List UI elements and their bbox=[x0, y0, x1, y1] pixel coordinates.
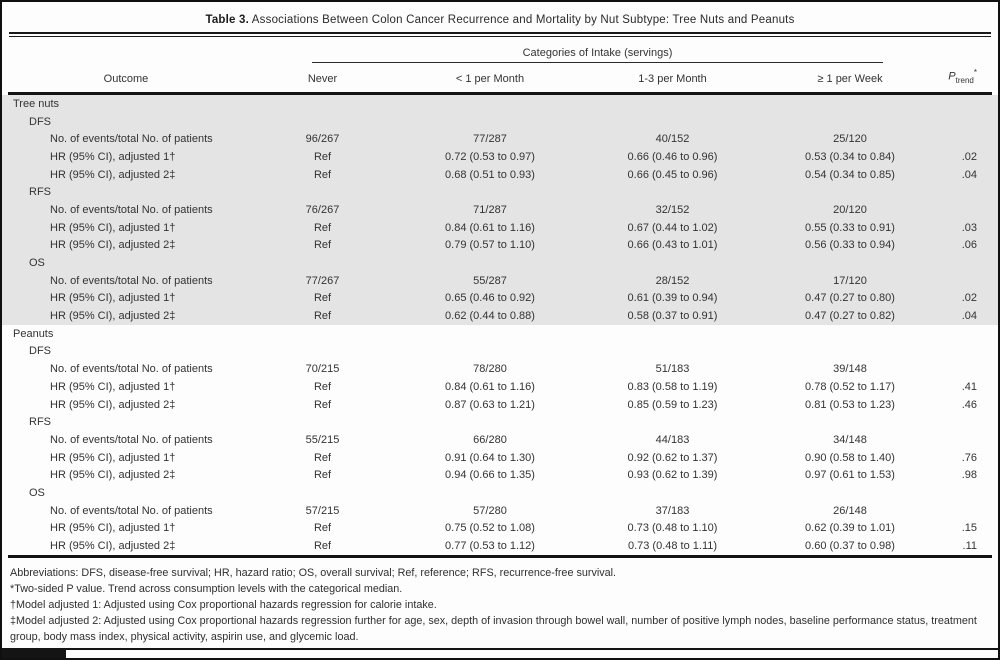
row-label: HR (95% CI), adjusted 1† bbox=[50, 150, 176, 163]
row-p: .76 bbox=[961, 451, 977, 464]
row-value: 0.67 (0.44 to 1.02) bbox=[627, 221, 718, 234]
row-value: 0.79 (0.57 to 1.10) bbox=[445, 239, 535, 252]
row-label: DFS bbox=[29, 345, 51, 358]
row-value: 0.58 (0.37 to 0.91) bbox=[627, 310, 718, 323]
row-value: 0.94 (0.66 to 1.35) bbox=[445, 469, 535, 482]
row-value: 39/148 bbox=[833, 363, 867, 376]
table-row bbox=[2, 502, 998, 520]
row-value: 40/152 bbox=[655, 133, 690, 146]
table-row bbox=[2, 325, 998, 343]
row-value: Ref bbox=[313, 221, 332, 234]
table-row bbox=[2, 413, 998, 431]
row-value: 17/120 bbox=[833, 274, 867, 287]
row-value: 0.62 (0.44 to 0.88) bbox=[445, 310, 535, 323]
row-value: 0.87 (0.63 to 1.21) bbox=[445, 398, 535, 411]
row-value: 0.90 (0.58 to 1.40) bbox=[805, 451, 895, 464]
table-row bbox=[2, 166, 998, 184]
table-row bbox=[2, 396, 998, 414]
row-value: 66/280 bbox=[473, 433, 507, 446]
row-label: DFS bbox=[29, 115, 51, 128]
row-label: No. of events/total No. of patients bbox=[50, 433, 213, 446]
row-value: 0.53 (0.34 to 0.84) bbox=[805, 150, 895, 163]
row-p: .15 bbox=[961, 522, 977, 535]
table-row bbox=[2, 290, 998, 308]
row-label: HR (95% CI), adjusted 1† bbox=[50, 522, 176, 535]
row-label: OS bbox=[29, 257, 45, 270]
row-value: 78/280 bbox=[473, 363, 507, 376]
row-value: 0.78 (0.52 to 1.17) bbox=[805, 380, 895, 393]
col-header-ge1-per-week: ≥ 1 per Week bbox=[817, 73, 883, 85]
table-row bbox=[2, 113, 998, 131]
row-p: .98 bbox=[961, 469, 977, 482]
table-row bbox=[2, 466, 998, 484]
table-row bbox=[2, 254, 998, 272]
row-value: 55/215 bbox=[305, 433, 340, 446]
row-label: No. of events/total No. of patients bbox=[50, 133, 213, 146]
row-value: Ref bbox=[313, 398, 332, 411]
row-value: Ref bbox=[313, 168, 332, 181]
row-value: 20/120 bbox=[833, 203, 867, 216]
table-row bbox=[2, 307, 998, 325]
row-value: 0.55 (0.33 to 0.91) bbox=[805, 221, 895, 234]
row-value: 0.73 (0.48 to 1.10) bbox=[627, 522, 718, 535]
table-row bbox=[2, 201, 998, 219]
table-row bbox=[2, 272, 998, 290]
table-row bbox=[2, 484, 998, 502]
table-number-label: Table 3. bbox=[205, 14, 250, 26]
table-row bbox=[2, 343, 998, 361]
row-value: 0.85 (0.59 to 1.23) bbox=[627, 398, 718, 411]
table-row bbox=[2, 431, 998, 449]
table-row bbox=[2, 183, 998, 201]
row-value: 25/120 bbox=[833, 133, 867, 146]
table-row bbox=[2, 95, 998, 113]
row-value: 0.72 (0.53 to 0.97) bbox=[445, 150, 535, 163]
row-label: HR (95% CI), adjusted 2‡ bbox=[50, 469, 176, 482]
table-row bbox=[2, 148, 998, 166]
row-label: RFS bbox=[29, 416, 51, 429]
row-p: .03 bbox=[961, 221, 977, 234]
footnote-model-2: ‡Model adjusted 2: Adjusted using Cox proportional hazards regression further for age, sex, depth of invasion through bowel wall, number of positive lymph nodes, baseline performance status, treatment group, body mass index, physical activity, aspirin use, and glycemic load. bbox=[10, 614, 977, 643]
row-label: No. of events/total No. of patients bbox=[50, 274, 213, 287]
row-value: Ref bbox=[313, 451, 332, 464]
row-value: Ref bbox=[313, 522, 332, 535]
row-label: HR (95% CI), adjusted 2‡ bbox=[50, 540, 176, 553]
row-value: 70/215 bbox=[305, 363, 340, 376]
row-value: Ref bbox=[313, 540, 332, 553]
row-value: 0.84 (0.61 to 1.16) bbox=[445, 380, 535, 393]
footnote-abbreviations: Abbreviations: DFS, disease-free survival; HR, hazard ratio; OS, overall survival; Ref, reference; RFS, recurrence-free survival. bbox=[10, 566, 617, 579]
row-value: 0.84 (0.61 to 1.16) bbox=[445, 221, 535, 234]
row-value: 0.92 (0.62 to 1.37) bbox=[627, 451, 718, 464]
row-value: 96/267 bbox=[305, 133, 340, 146]
row-value: 0.91 (0.64 to 1.30) bbox=[445, 451, 535, 464]
row-value: 51/183 bbox=[655, 363, 690, 376]
bottom-rule bbox=[2, 648, 998, 650]
row-value: Ref bbox=[313, 150, 332, 163]
footnotes bbox=[10, 565, 990, 645]
row-p: .11 bbox=[962, 540, 977, 553]
table-title-text: Associations Between Colon Cancer Recurrence and Mortality by Nut Subtype: Tree Nuts and Peanuts bbox=[251, 14, 795, 26]
row-value: 0.73 (0.48 to 1.11) bbox=[627, 540, 718, 553]
scan-artifact bbox=[2, 650, 66, 658]
row-p: .02 bbox=[961, 292, 977, 305]
row-label: HR (95% CI), adjusted 1† bbox=[50, 380, 176, 393]
row-label: OS bbox=[29, 486, 45, 499]
row-label: HR (95% CI), adjusted 1† bbox=[50, 451, 176, 464]
table-row bbox=[2, 520, 998, 538]
col-header-lt1-per-month: < 1 per Month bbox=[455, 73, 525, 85]
row-value: 32/152 bbox=[655, 203, 690, 216]
row-label: HR (95% CI), adjusted 1† bbox=[50, 292, 176, 305]
table-caption bbox=[2, 14, 998, 26]
row-label: HR (95% CI), adjusted 2‡ bbox=[50, 398, 176, 411]
row-p: .41 bbox=[961, 380, 977, 393]
row-value: 0.77 (0.53 to 1.12) bbox=[445, 540, 535, 553]
row-value: 0.93 (0.62 to 1.39) bbox=[627, 469, 718, 482]
row-value: Ref bbox=[313, 310, 332, 323]
top-double-rule bbox=[9, 32, 991, 37]
row-label: Peanuts bbox=[13, 327, 54, 340]
row-p: .04 bbox=[961, 168, 977, 181]
col-header-p-trend: $P_{trend}^*$ bbox=[948, 68, 977, 85]
row-value: 0.81 (0.53 to 1.23) bbox=[805, 398, 895, 411]
row-value: Ref bbox=[313, 239, 332, 252]
row-value: 0.83 (0.58 to 1.19) bbox=[627, 380, 718, 393]
row-label: No. of events/total No. of patients bbox=[50, 504, 213, 517]
row-value: 0.66 (0.45 to 0.96) bbox=[627, 168, 718, 181]
table-row bbox=[2, 237, 998, 255]
row-value: 0.60 (0.37 to 0.98) bbox=[805, 540, 895, 553]
row-value: 0.65 (0.46 to 0.92) bbox=[445, 292, 535, 305]
row-value: 37/183 bbox=[655, 504, 690, 517]
row-label: HR (95% CI), adjusted 2‡ bbox=[50, 310, 176, 323]
row-label: Tree nuts bbox=[13, 97, 60, 110]
row-value: 55/287 bbox=[473, 274, 507, 287]
row-value: 0.56 (0.33 to 0.94) bbox=[805, 239, 895, 252]
table-body bbox=[2, 95, 998, 555]
row-value: Ref bbox=[313, 292, 332, 305]
row-value: 77/267 bbox=[305, 274, 340, 287]
footnote-model-1: †Model adjusted 1: Adjusted using Cox proportional hazards regression for calorie intake. bbox=[10, 598, 437, 611]
row-label: No. of events/total No. of patients bbox=[50, 363, 213, 376]
col-header-1-3-per-month: 1-3 per Month bbox=[638, 73, 707, 85]
row-value: 0.47 (0.27 to 0.82) bbox=[805, 310, 895, 323]
row-value: 0.61 (0.39 to 0.94) bbox=[627, 292, 718, 305]
category-group-header: Categories of Intake (servings) bbox=[312, 47, 883, 63]
row-value: 0.75 (0.52 to 1.08) bbox=[445, 522, 535, 535]
row-value: 0.47 (0.27 to 0.80) bbox=[805, 292, 895, 305]
row-p: .02 bbox=[961, 150, 977, 163]
col-header-never: Never bbox=[307, 73, 338, 85]
row-label: RFS bbox=[29, 186, 51, 199]
body-footer-rule bbox=[8, 555, 992, 558]
category-header-row bbox=[2, 41, 998, 63]
table-row bbox=[2, 449, 998, 467]
row-value: 71/287 bbox=[473, 203, 507, 216]
row-label: No. of events/total No. of patients bbox=[50, 203, 213, 216]
row-value: 76/267 bbox=[305, 203, 340, 216]
footnote-p-value: *Two-sided P value. Trend across consumption levels with the categorical median. bbox=[10, 582, 403, 595]
table-row bbox=[2, 219, 998, 237]
table-row bbox=[2, 130, 998, 148]
row-p: .46 bbox=[961, 398, 977, 411]
row-value: Ref bbox=[313, 469, 332, 482]
row-p: .06 bbox=[961, 239, 977, 252]
row-value: 0.62 (0.39 to 1.01) bbox=[805, 522, 895, 535]
row-value: 0.54 (0.34 to 0.85) bbox=[805, 168, 895, 181]
row-value: Ref bbox=[313, 380, 332, 393]
column-header-row bbox=[2, 63, 998, 92]
row-value: 57/215 bbox=[305, 504, 340, 517]
row-value: 34/148 bbox=[833, 433, 867, 446]
row-value: 44/183 bbox=[655, 433, 690, 446]
row-label: HR (95% CI), adjusted 2‡ bbox=[50, 168, 176, 181]
row-value: 0.66 (0.43 to 1.01) bbox=[627, 239, 718, 252]
row-value: 0.68 (0.51 to 0.93) bbox=[445, 168, 535, 181]
row-value: 57/280 bbox=[473, 504, 507, 517]
row-value: 0.66 (0.46 to 0.96) bbox=[627, 150, 718, 163]
col-header-outcome: Outcome bbox=[103, 73, 149, 85]
table-row bbox=[2, 378, 998, 396]
row-p: .04 bbox=[961, 310, 977, 323]
row-value: 28/152 bbox=[655, 274, 690, 287]
row-label: HR (95% CI), adjusted 1† bbox=[50, 221, 176, 234]
table-row bbox=[2, 537, 998, 555]
row-label: HR (95% CI), adjusted 2‡ bbox=[50, 239, 176, 252]
row-value: 26/148 bbox=[833, 504, 867, 517]
row-value: 77/287 bbox=[473, 133, 507, 146]
row-value: 0.97 (0.61 to 1.53) bbox=[805, 469, 895, 482]
table-row bbox=[2, 360, 998, 378]
